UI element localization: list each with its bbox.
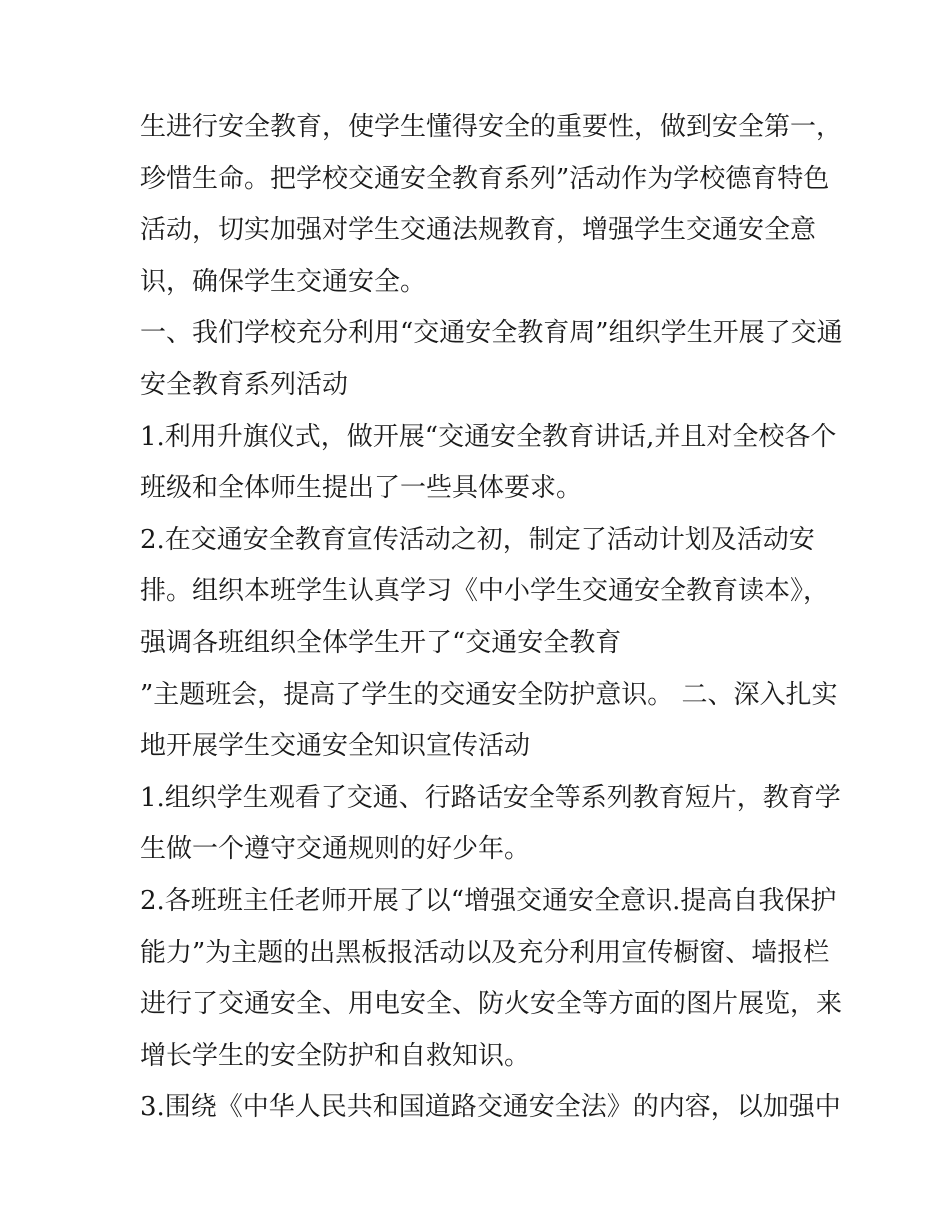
text-line-14: 1.组织学生观看了交通、行路话安全等系列教育短片，教育学 — [140, 782, 841, 813]
text-line-3: 活动，切实加强对学生交通法规教育，增强学生交通安全意 — [140, 215, 817, 246]
text-line-12: ”主题班会，提高了学生的交通安全防护意识。 二、深入扎实 — [140, 679, 838, 710]
text-line-1: 生进行安全教育，使学生懂得安全的重要性，做到安全第一， — [140, 112, 843, 142]
text-line-19: 增长学生的安全防护和自救知识。 — [140, 1040, 531, 1071]
text-line-16: 2.各班班主任老师开展了以“增强交通安全意识.提高自我保护 — [140, 885, 837, 916]
section-heading-1-cont: 安全教育系列活动 — [140, 369, 349, 400]
text-line-10: 排。组织本班学生认真学习《中小学生交通安全教育读本》， — [140, 576, 830, 607]
text-line-11: 强调各班组织全体学生开了“交通安全教育 — [140, 627, 622, 658]
text-line-9: 2.在交通安全教育宣传活动之初，制定了活动计划及活动安 — [140, 524, 815, 555]
section-heading-2-cont: 地开展学生交通安全知识宣传活动 — [140, 731, 531, 762]
text-line-4: 识，确保学生交通安全。 — [140, 266, 427, 297]
section-heading-1: 一、我们学校充分利用“交通安全教育周”组织学生开展了交通 — [140, 318, 843, 349]
text-line-7: 1.利用升旗仪式，做开展“交通安全教育讲话,并且对全校各个 — [140, 421, 837, 452]
text-line-20: 3.围绕《中华人民共和国道路交通安全法》的内容，以加强中 — [140, 1092, 841, 1123]
text-line-8: 班级和全体师生提出了一些具体要求。 — [140, 473, 583, 504]
document-body — [140, 102, 843, 1134]
text-line-2: 珍惜生命。把学校交通安全教育系列”活动作为学校德育特色 — [140, 163, 830, 194]
text-line-15: 生做一个遵守交通规则的好少年。 — [140, 834, 531, 865]
text-line-18: 进行了交通安全、用电安全、防火安全等方面的图片展览，来 — [140, 989, 843, 1020]
text-line-17: 能力”为主题的出黑板报活动以及充分利用宣传橱窗、墙报栏 — [140, 937, 830, 968]
